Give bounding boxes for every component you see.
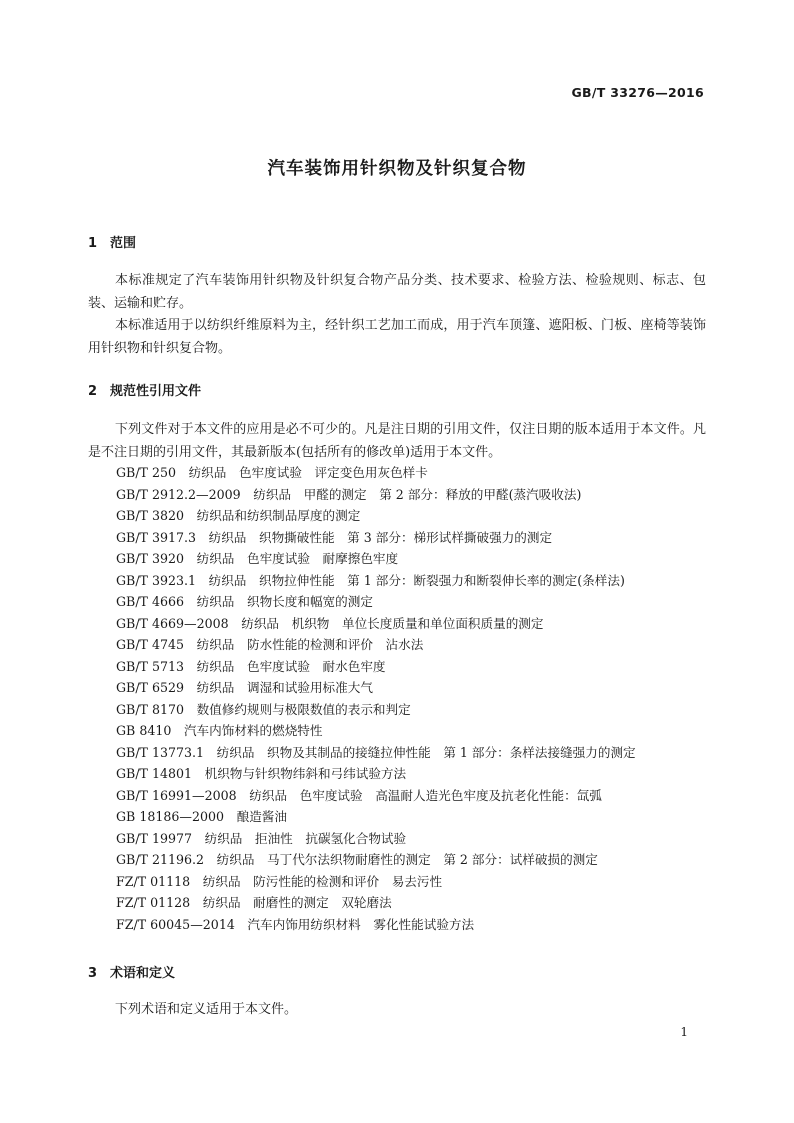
reference-item: GB/T 16991—2008 纺织品 色牢度试验 高温耐人造光色牢度及抗老化性能：氙弧: [116, 787, 602, 803]
reference-item: FZ/T 01128 纺织品 耐磨性的测定 双轮磨法: [116, 895, 392, 910]
reference-item: GB/T 13773.1 纺织品 织物及其制品的接缝拉伸性能 第 1 部分：条样法接缝强力的测定: [116, 744, 636, 760]
document-title: 汽车装饰用针织物及针织复合物: [267, 159, 527, 179]
reference-item: GB/T 3820 纺织品和纺织制品厚度的测定: [116, 508, 361, 523]
section-3-heading: [88, 962, 175, 981]
reference-item: GB/T 4669—2008 纺织品 机织物 单位长度质量和单位面积质量的测定: [116, 615, 544, 631]
section-1-paragraph-1: 本标准规定了汽车装饰用针织物及针织复合物产品分类、技术要求、检验方法、检验规则、标志、包装、运输和贮存。: [88, 273, 706, 311]
reference-item: GB 18186—2000 酿造酱油: [116, 809, 287, 824]
reference-item: GB/T 19977 纺织品 拒油性 抗碳氢化合物试验: [116, 830, 407, 846]
section-number: 1: [88, 236, 98, 251]
reference-item: GB/T 2912.2—2009 纺织品 甲醛的测定 第 2 部分：释放的甲醛(蒸汽吸收法): [116, 486, 582, 502]
section-title: 术语和定义: [110, 966, 176, 981]
reference-item: GB/T 21196.2 纺织品 马丁代尔法织物耐磨性的测定 第 2 部分：试样破损的测定: [116, 852, 598, 867]
reference-item: GB/T 3923.1 纺织品 织物拉伸性能 第 1 部分：断裂强力和断裂伸长率的测定(条样法): [116, 572, 625, 588]
reference-list: [116, 462, 636, 935]
reference-item: GB/T 6529 纺织品 调湿和试验用标准大气: [116, 680, 373, 695]
section-2-heading: [88, 380, 201, 399]
section-1-paragraph-2: 本标准适用于以纺织纤维原料为主，经针织工艺加工而成，用于汽车顶篷、遮阳板、门板、座椅等装饰用针织物和针织复合物。: [88, 318, 706, 356]
standard-code: GB/T 33276—2016: [571, 85, 704, 100]
reference-item: GB/T 4666 纺织品 织物长度和幅宽的测定: [116, 594, 373, 609]
reference-item: GB/T 250 纺织品 色牢度试验 评定变色用灰色样卡: [116, 465, 428, 480]
section-number: 2: [88, 384, 98, 399]
section-title: 范围: [110, 236, 137, 251]
reference-item: GB/T 4745 纺织品 防水性能的检测和评价 沾水法: [116, 637, 424, 652]
reference-item: GB/T 8170 数值修约规则与极限数值的表示和判定: [116, 701, 411, 717]
section-3-intro: 下列术语和定义适用于本文件。: [115, 1002, 298, 1017]
reference-item: GB/T 14801 机织物与针织物纬斜和弓纬试验方法: [116, 766, 407, 781]
section-title: 规范性引用文件: [110, 384, 202, 399]
reference-item: FZ/T 60045—2014 汽车内饰用纺织材料 雾化性能试验方法: [116, 916, 475, 932]
reference-item: FZ/T 01118 纺织品 防污性能的检测和评价 易去污性: [116, 873, 443, 889]
section-number: 3: [88, 966, 98, 981]
section-1-heading: [88, 232, 136, 251]
section-2-intro: 下列文件对于本文件的应用是必不可少的。凡是注日期的引用文件，仅注日期的版本适用于本文件。凡是不注日期的引用文件，其最新版本(包括所有的修改单)适用于本文件。: [88, 422, 706, 460]
page-number: 1: [680, 1025, 688, 1039]
reference-item: GB/T 5713 纺织品 色牢度试验 耐水色牢度: [116, 658, 386, 674]
reference-item: GB/T 3920 纺织品 色牢度试验 耐摩擦色牢度: [116, 551, 399, 566]
reference-item: GB/T 3917.3 纺织品 织物撕破性能 第 3 部分：梯形试样撕破强力的测定: [116, 529, 553, 545]
reference-item: GB 8410 汽车内饰材料的燃烧特性: [116, 723, 323, 738]
